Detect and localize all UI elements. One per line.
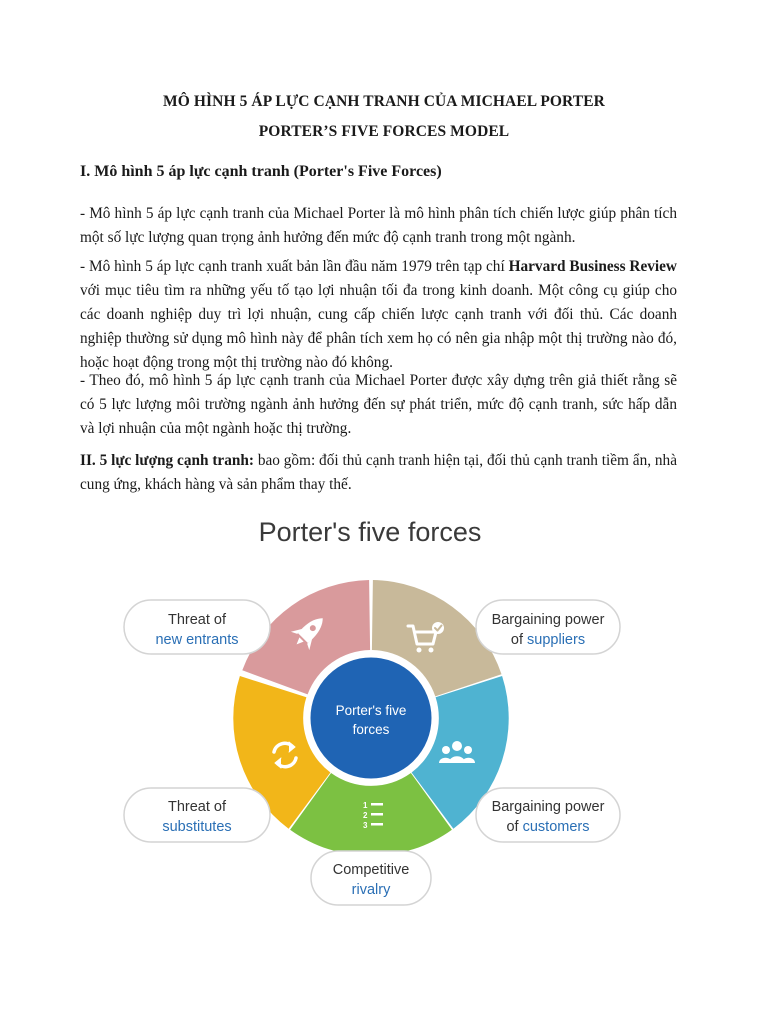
paragraph-1: - Mô hình 5 áp lực cạnh tranh của Michael Porter là mô hình phân tích chiến lược giúp phân tích một số lực lượng quan trọng ảnh hưởng đến mức độ cạnh tranh trong một ngành. xyxy=(80,205,677,246)
label-customers-of: of xyxy=(506,819,523,835)
label-rivalry xyxy=(311,851,431,905)
section-1-heading: I. Mô hình 5 áp lực cạnh tranh (Porter's Five Forces) xyxy=(80,163,442,180)
label-customers-line-1: Bargaining power xyxy=(491,799,605,815)
paragraph-2-journal-name: Harvard Business Review xyxy=(508,258,677,275)
label-suppliers-line-2 xyxy=(511,632,585,648)
label-new-entrants xyxy=(124,600,270,654)
paragraph-2-intro: - Mô hình 5 áp lực cạnh tranh xuất bản lần đầu năm 1979 trên tạp chí xyxy=(80,258,509,275)
label-customers-word: customers xyxy=(522,819,590,835)
label-substitutes-line-2: substitutes xyxy=(162,819,232,835)
center-label-line-2: forces xyxy=(352,722,390,737)
label-suppliers xyxy=(476,600,620,654)
center-circle xyxy=(309,656,433,780)
section-2-heading: II. 5 lực lượng cạnh tranh: xyxy=(80,452,254,469)
label-new-entrants-line-2: new entrants xyxy=(155,632,239,648)
paragraph-2-rest: với mục tiêu tìm ra những yếu tố tạo lợi nhuận tối đa trong kinh doanh. Một công cụ giúp cho các doanh nghiệp duy trì lợi nhuận, cung cấp chiến lược cạnh tranh với đối thủ. Các doanh nghiệp thường sử dụng mô hình này để phân tích xem họ có nên gia nhập một thị trường nào đó, hoặc hoạt động trong một thị trường nào đó không. xyxy=(80,282,677,371)
document-title-vietnamese: MÔ HÌNH 5 ÁP LỰC CẠNH TRANH CỦA MICHAEL PORTER xyxy=(163,93,605,110)
label-substitutes xyxy=(124,788,270,842)
label-new-entrants-line-1: Threat of xyxy=(167,612,227,628)
label-customers-line-2 xyxy=(506,819,589,835)
svg-text:2: 2 xyxy=(363,811,368,820)
center-label-line-1: Porter's five xyxy=(335,703,407,718)
svg-text:1: 1 xyxy=(363,801,368,810)
label-suppliers-line-1: Bargaining power xyxy=(491,612,605,628)
label-suppliers-of: of xyxy=(510,632,528,648)
porters-five-forces-diagram xyxy=(110,505,650,925)
label-substitutes-line-1: Threat of xyxy=(167,799,227,815)
diagram-title: Porter's five forces xyxy=(258,517,482,547)
label-rivalry-line-1: Competitive xyxy=(332,862,410,878)
svg-text:3: 3 xyxy=(363,821,368,830)
document-title-english: PORTER’S FIVE FORCES MODEL xyxy=(258,123,510,140)
label-customers xyxy=(476,788,620,842)
section-2-text: bao gồm: đối thủ cạnh tranh hiện tại, đối thủ cạnh tranh tiềm ẩn, nhà cung ứng, khách hàng và sản phẩm thay thế. xyxy=(80,452,677,493)
paragraph-2 xyxy=(80,255,677,375)
paragraph-3: - Theo đó, mô hình 5 áp lực cạnh tranh của Michael Porter được xây dựng trên giả thiết rằng sẽ có 5 lực lượng môi trường ngành ảnh hưởng đến sự phát triển, mức độ cạnh tranh, sức hấp dẫn và lợi nhuận của một ngành hoặc thị trường. xyxy=(80,372,677,437)
label-rivalry-line-2: rivalry xyxy=(351,882,391,898)
label-suppliers-word: suppliers xyxy=(527,632,586,648)
section-2-paragraph xyxy=(80,449,677,497)
